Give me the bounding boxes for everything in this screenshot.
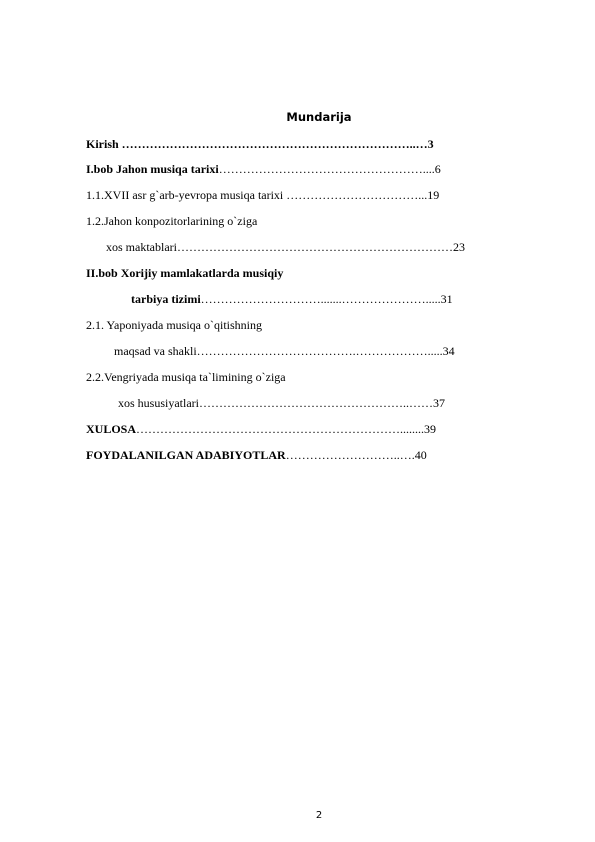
toc-page: 19 — [427, 188, 440, 202]
toc-leader: ………………………..…. — [285, 448, 415, 462]
toc-leader: ……………………………………………..…… — [199, 396, 433, 410]
toc-leader: ……………………………... — [286, 188, 428, 202]
toc-entry-chapter-2-line2: tarbiya tizimi………………………….......………………….....31 — [131, 292, 453, 306]
toc-page: 34 — [442, 344, 455, 358]
toc-leader: ………………………….......…………………..... — [200, 292, 441, 306]
toc-leader: ………………………………………………………………..… — [121, 137, 428, 151]
toc-entry-xulosa: XULOSA…………………………………………………………........39 — [86, 422, 437, 436]
toc-title: Mundarija — [286, 110, 352, 124]
toc-entry-kirish: Kirish ………………………………………………………………..…3 — [86, 137, 434, 151]
toc-page: 39 — [424, 422, 437, 436]
toc-leader: …………………………………………….... — [218, 162, 435, 176]
toc-page: 23 — [452, 240, 465, 254]
toc-page: 37 — [433, 396, 445, 410]
toc-page: 6 — [434, 162, 441, 176]
toc-entry-chapter-2-line1: II.bob Xorijiy mamlakatlarda musiqiy — [86, 266, 284, 280]
toc-leader: …………………………………………………………… — [176, 240, 453, 254]
toc-page: 40 — [414, 448, 427, 462]
toc-entry-2-2-line2: xos hususiyatlari……………………………………………..……37 — [118, 396, 445, 410]
toc-leader: …………………………………………………………........ — [136, 422, 425, 436]
toc-entry-1-1: 1.1.XVII asr g`arb-yevropa musiqa tarixi ……………………………...19 — [86, 188, 440, 202]
page-number: 2 — [315, 810, 323, 821]
toc-entry-1-2-line2: xos maktablari……………………………………………………………23 — [106, 240, 465, 254]
toc-page: 3 — [427, 137, 434, 151]
toc-entry-chapter-1: I.bob Jahon musiqa tarixi……………………………………………....6 — [86, 162, 441, 176]
toc-entry-2-1-line2: maqsad va shakli………………………………….……………….....34 — [114, 344, 455, 358]
toc-entry-adabiyotlar: FOYDALANILGAN ADABIYOTLAR………………………..….40 — [86, 448, 427, 462]
toc-page: 31 — [440, 292, 453, 306]
toc-entry-1-2-line1: 1.2.Jahon konpozitorlarining o`ziga — [86, 214, 258, 228]
toc-entry-2-1-line1: 2.1. Yaponiyada musiqa o`qitishning — [86, 318, 262, 332]
toc-entry-2-2-line1: 2.2.Vengriyada musiqa ta`limining o`ziga — [86, 370, 286, 384]
toc-leader: ………………………………….………………..... — [196, 344, 443, 358]
